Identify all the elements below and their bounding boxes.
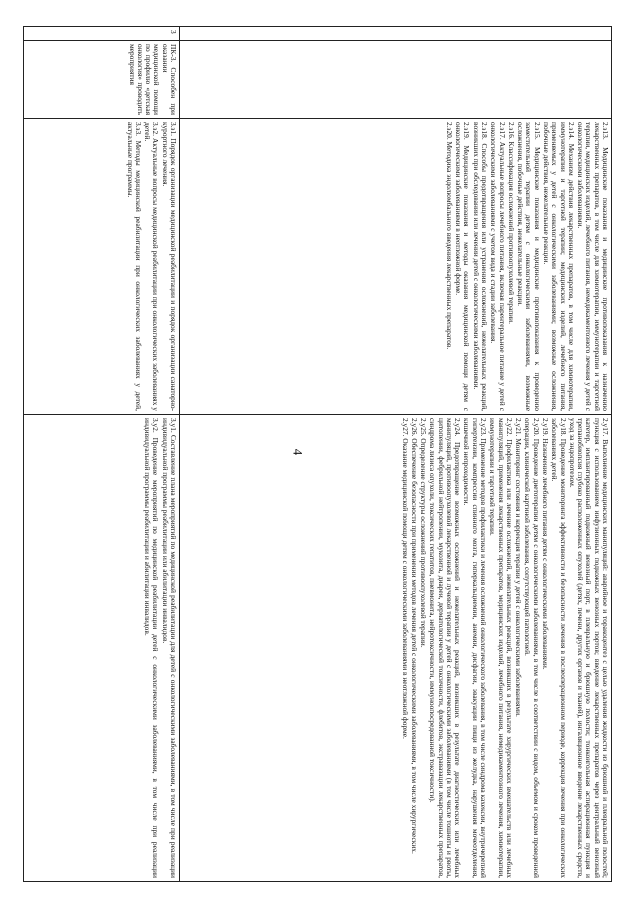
skill-item: 2.у18. Проведение мониторинга эффективности и безопасности лечения в послеоперационном периоде, коррекция лечения при онкологических заболеваниях детей. xyxy=(550,418,568,878)
skill-item: 2.у17. Выполнение медицинских манипуляций: аварийное и торакоцентез с целью удаления жидкости из брюшной и плевральной полостей; пункция с использованием инфузионных подкожных венозных портов; введение лекарственных препаратов через центральный венозный катетер, имплантированный подкожный венозный порт, в плевральную и брюшную полости; тонкоигольная аспирационная пункция и трепанобиопсия глубоко расположенных опухолей (детях, печени, других органов и тканей), ингаляционное введение лекарственных средств, уход за эндопротезом. xyxy=(567,418,610,878)
knowledge-item: 2.з18. Способы предотвращения или устранения осложнений, нежелательных реакций, возникших при обследовании или лечении детей с онкологическими заболеваниями. xyxy=(471,122,490,411)
table-row xyxy=(24,27,180,882)
skill-item: 2.у27. Оказание медицинской помощи детям с онкологическими заболеваниями в неотложной форме. xyxy=(400,418,410,739)
knowledge-item: 2.з20. Методика эндолюмбального введения лекарственных препаратов. xyxy=(444,122,454,350)
skill-item: 2.у23. Применение методов профилактики и лечения осложнений онкологического заболевания, в том числе синдрома кахексии, внутричерепной гипертензии, компрессии спинного мозга, гиперкальциемии, анемии, дисфагии, эвакуации пищи из желудка, нарушения мочеотделения, кишечной непроходимости. xyxy=(462,418,489,878)
skills-cell xyxy=(24,415,180,882)
page-number: 4 xyxy=(290,448,306,456)
knowledge-cell xyxy=(24,119,180,415)
skill-item: 2.у20. Проведение диетотерапии детям с онкологическими заболеваниями, в том числе в соответствии с видом, объемом и сроком проведенной операции, клинической картиной заболевания, сопутствующей патологией. xyxy=(523,418,541,878)
knowledge-item: 2.з17. Актуальные вопросы лечебного питания, включая парентеральное питание у детей с онкологическими заболеваниями с учетом вида и стадии заболевания. xyxy=(489,122,507,411)
knowledge-item: 2.з16. Классификация осложнений противоопухолевой терапии. xyxy=(506,122,516,324)
skills-cell xyxy=(180,415,612,882)
knowledge-item: 3.з2. Актуальные вопросы медицинской реабилитации при онкологических заболеваниях у детей. xyxy=(143,122,161,411)
skill-item: 3.у1. Составление плана мероприятий по медицинской реабилитации для детей с онкологическими заболеваниями, в том числе при реализации индивидуальной программы реабилитации или абилитации инвалидов. xyxy=(160,418,178,878)
skill-item: 3.у2. Проведение мероприятий по медицинской реабилитации детей с онкологическими заболеваниями, в том числе при реализации индивидуальной программы реабилитации и абилитации инвалидов. xyxy=(143,418,161,878)
knowledge-item: 2.з13. Медицинские показания и медицинские противопоказания к назначению лекарственных препаратов, в том числе для химиотерапии, иммунотерапии и таргетной терапии, медицинских изделий, лечебного питания, немедикаментозного лечения у детей с онкологическими заболеваниями. xyxy=(576,122,610,411)
knowledge-item: 2.з14. Механизм действия лекарственных препаратов, в том числе для химиотерапии, иммунотерапии и таргетной терапии; медицинских изделий, лечебного питания, применяемых у детей с онкологическими заболеваниями; возможные осложнения, побочные действия, нежелательные реакции. xyxy=(542,122,576,411)
skill-item: 2.у22. Профилактика или лечение осложнений, нежелательных реакций, возникших в результате хирургических вмешательств или лечебных манипуляций, применения лекарственных препаратов, медицинских изделий, лечебного питания, немедикаментозного лечения, химиотерапии, иммунотерапии и таргетной терапии. xyxy=(488,418,514,878)
row-number-cell xyxy=(180,27,612,41)
skill-item: 2.у21. Мониторинг состояния и коррекция терапии у детей с онкологическими заболеваниями. xyxy=(514,418,524,717)
competency-table xyxy=(23,26,612,882)
competency-cell xyxy=(180,41,612,119)
knowledge-item: 3.з3. Методы медицинской реабилитации при онкологических заболеваниях у детей, актуальные программы. xyxy=(125,122,143,411)
knowledge-item: 2.з19. Медицинские показания и методы оказания медицинской помощи детям с онкологическими заболеваниями в неотложной форме. xyxy=(454,122,472,411)
competency-cell: ПК-3. Способен при оказании медицинской помощи по профилю «детская онкология» проводить мероприятия xyxy=(24,41,180,119)
table-row xyxy=(180,27,612,882)
knowledge-cell xyxy=(180,119,612,415)
knowledge-item: 2.з15. Медицинские показания и медицинские противопоказания к проведению заместительной терапии детям с онкологическими заболеваниями, возможные осложнения, побочные действия, нежелательные реакции. xyxy=(516,122,542,411)
skill-item: 2.у19. Назначение лечебного питания детям с онкологическими заболеваниями. xyxy=(541,418,551,670)
skill-item: 2.у26. Обеспечение безопасности при применении методов лечения детей с онкологическими заболеваниями, в том числе хирургических. xyxy=(409,418,419,854)
competency-table-sheet xyxy=(24,26,612,881)
skill-item: 2.у25. Определение структуры осложнений противоопухолевой терапии. xyxy=(419,418,429,648)
skill-item: 2.у24. Предотвращение возможных осложнений и нежелательных реакций, возникших в результате диагностических или лечебных манипуляций, противоопухолевой лекарственной и лучевой терапии у детей с онкологическими заболеваниями (в том числе тошноты и рвоты, цитопении, фебрильной нейтропении, мукозита, диареи, дерматологической токсичности, флебитов, экстравазации лекарственных препаратов, синдрома лизиса опухоли, токсических гепатитов, пневмонита, нейротоксичности, иммуноопосредованной токсичности). xyxy=(428,418,463,878)
knowledge-item: 3.з1. Порядок организации медицинской реабилитации и порядок организации санаторно-курортного лечения. xyxy=(160,122,178,411)
row-number-cell: 3 xyxy=(24,27,180,41)
